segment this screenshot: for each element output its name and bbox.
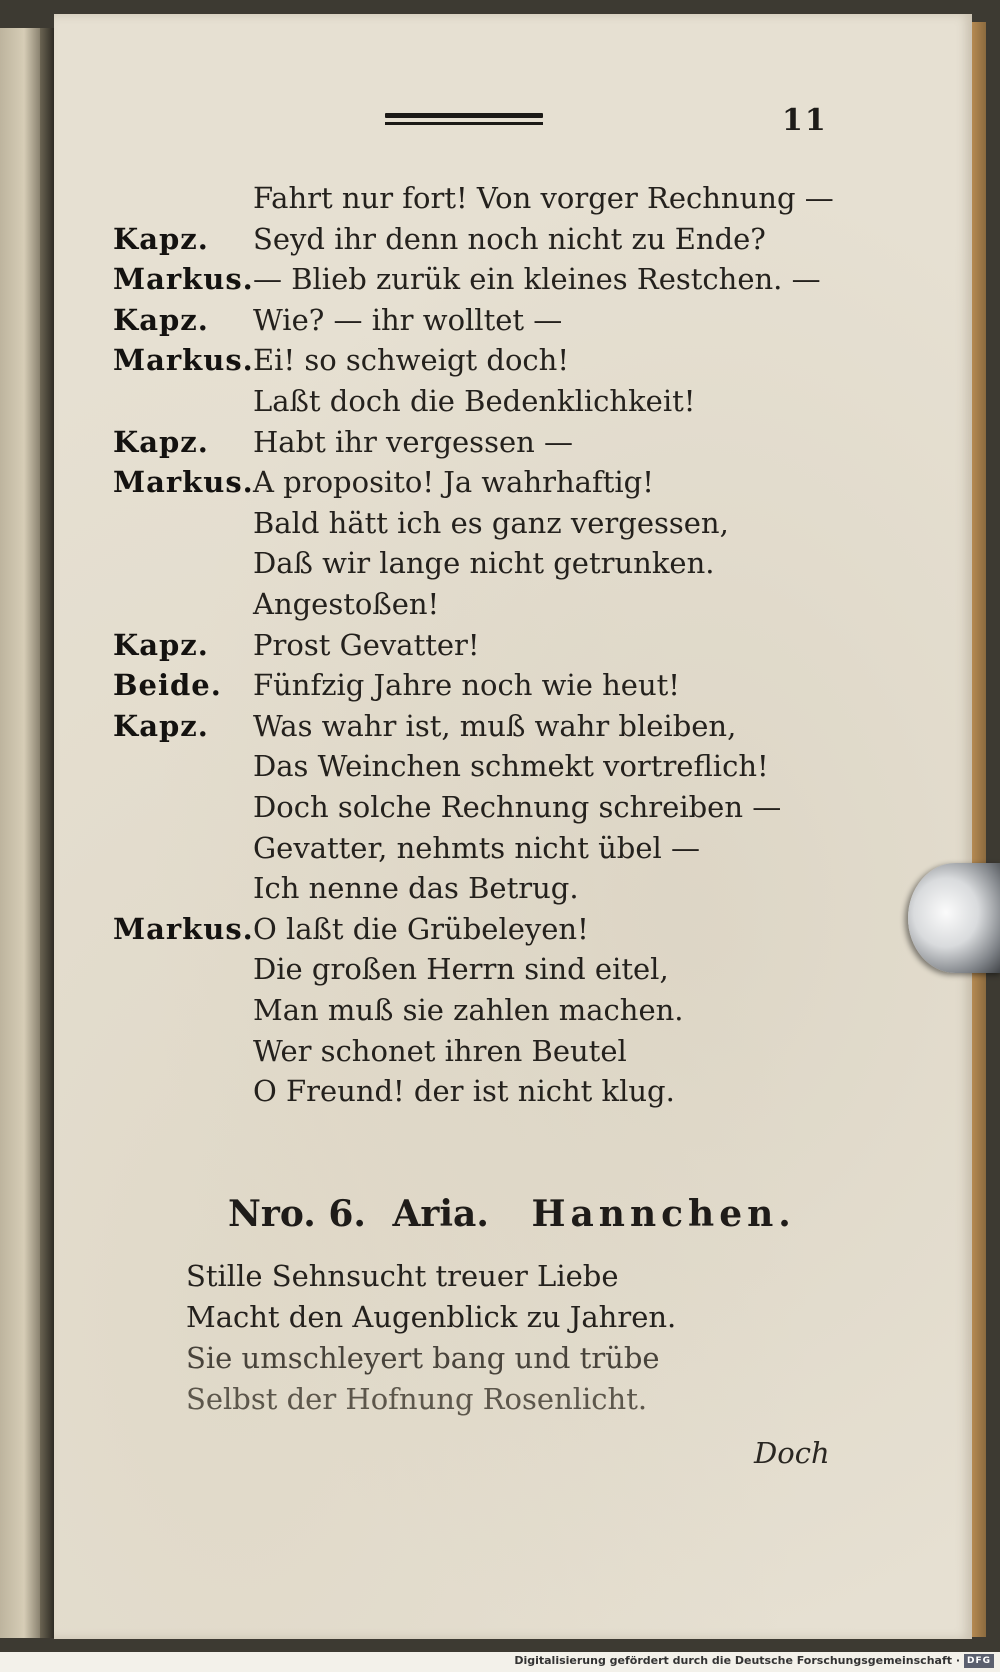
verse-text: Prost Gevatter! <box>253 627 480 662</box>
verse-text: Wer schonet ihren Beutel <box>253 1033 627 1068</box>
verse-text: O laßt die Grübeleyen! <box>253 911 589 946</box>
aria-number: Nro. 6. <box>228 1193 366 1235</box>
verse-text: — Blieb zurük ein kleines Restchen. — <box>253 262 821 297</box>
aria-line: Macht den Augenblick zu Jahren. <box>186 1300 677 1334</box>
verse-text: Fahrt nur fort! Von vorger Rechnung — <box>253 181 834 215</box>
verse-text: Ich nenne das Betrug. <box>253 871 579 906</box>
speaker-name: Markus. <box>113 262 254 297</box>
verse-text: Fünfzig Jahre noch wie heut! <box>253 668 680 703</box>
aria-line: Stille Sehnsucht treuer Liebe <box>186 1259 619 1293</box>
verse-text: Laßt doch die Bedenklichkeit! <box>253 384 696 418</box>
verse-text: Was wahr ist, muß wahr bleiben, <box>253 708 737 743</box>
speaker-name: Markus. <box>113 465 254 500</box>
aria-line: Selbst der Hofnung Rosenlicht. <box>186 1382 648 1416</box>
verse-text: A proposito! Ja wahrhaftig! <box>253 465 654 500</box>
page-clip <box>908 863 1000 973</box>
funding-credit: Digitalisierung gefördert durch die Deutsche Forschungsgemeinschaft · <box>514 1654 960 1667</box>
page-edge <box>972 22 986 1637</box>
verse-text: Seyd ihr denn noch nicht zu Ende? <box>253 221 766 256</box>
verse-text: Man muß sie zahlen machen. <box>253 993 684 1027</box>
facing-page-edge <box>0 28 40 1638</box>
header-ornament-rule <box>385 113 543 125</box>
verse-text: Angestoßen! <box>253 587 440 621</box>
aria-verses <box>186 1255 706 1435</box>
aria-role: Hannchen. <box>531 1193 796 1235</box>
verse-text: Bald hätt ich es ganz vergessen, <box>253 505 729 540</box>
verse-text: Gevatter, nehmts nicht übel — <box>253 830 700 865</box>
book-binding <box>40 28 54 1638</box>
aria-heading <box>228 1193 796 1235</box>
verse-text: Ei! so schweigt doch! <box>253 343 569 378</box>
speaker-name: Kapz. <box>113 708 209 743</box>
speaker-name: Markus. <box>113 343 254 378</box>
speaker-name: Beide. <box>113 668 222 703</box>
speaker-name: Markus. <box>113 911 254 946</box>
speaker-name: Kapz. <box>113 424 209 459</box>
page-number: 11 <box>782 103 828 138</box>
verse-text: Das Weinchen schmekt vortreflich! <box>253 749 769 784</box>
speaker-name: Kapz. <box>113 627 209 662</box>
verse-text: Die großen Herrn sind eitel, <box>253 952 669 987</box>
dfg-logo: DFG <box>964 1654 994 1668</box>
footer-bar <box>0 1652 1000 1672</box>
verse-text: O Freund! der ist nicht klug. <box>253 1074 675 1109</box>
verse-text: Daß wir lange nicht getrunken. <box>253 546 715 581</box>
speaker-name: Kapz. <box>113 221 209 256</box>
aria-line: Sie umschleyert bang und trübe <box>186 1341 660 1375</box>
speaker-name: Kapz. <box>113 302 209 337</box>
aria-title: Aria. <box>392 1193 489 1235</box>
catchword: Doch <box>754 1436 830 1470</box>
verse-text: Habt ihr vergessen — <box>253 424 574 459</box>
verse-text: Wie? — ihr wolltet — <box>253 302 563 337</box>
dialogue-block <box>113 177 833 1157</box>
verse-text: Doch solche Rechnung schreiben — <box>253 790 782 824</box>
